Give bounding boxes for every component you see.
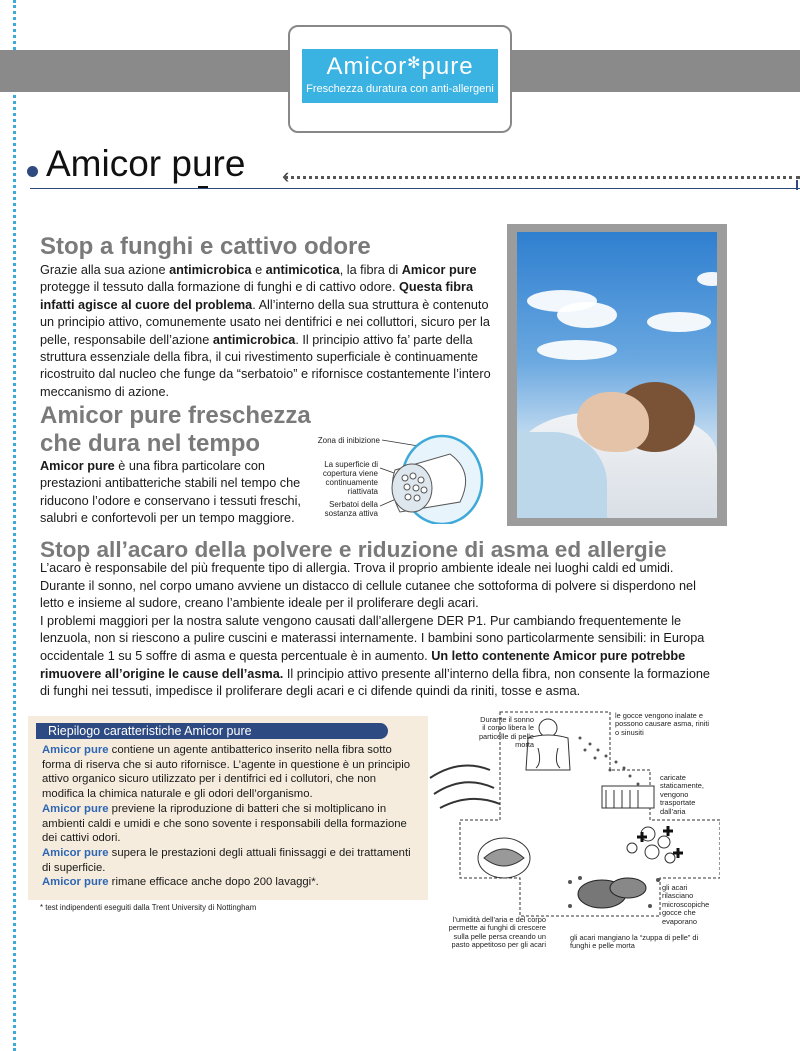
amicor-pure-logo: [302, 49, 498, 103]
text-run: supera le prestazioni degli attuali finissaggi e dei trattamenti: [108, 846, 411, 859]
fiber-diagram: [300, 432, 485, 524]
text-run: Grazie alla sua azione: [40, 263, 170, 277]
left-dotted-border: [13, 0, 16, 1051]
brand-run: Amicor pure: [42, 744, 109, 756]
summary-header: Riepilogo caratteristiche Amicor pure: [36, 723, 388, 739]
cloud: [537, 340, 617, 360]
cycle-label-humidity: l’umidità dell’aria e del corpo permette ai funghi di crescere sulla pelle persa creando un pasto appetitoso per gli acari: [448, 915, 546, 950]
text-line: lenzuola, non si riescono a pulire cuscini e materassi internamente. I bambini sono particolarmente sensibili: in Europa: [40, 631, 705, 646]
cycle-label-mites-drops: gli acari rilasciano microscopiche gocce che evaporano: [662, 883, 710, 926]
section-heading-funghi: Stop a funghi e cattivo odore: [40, 233, 371, 260]
text-line: forma di riserva che si auto rifornisce. L’agente in questione è un principio: [42, 758, 410, 771]
photo-image: [517, 232, 717, 518]
section-heading-freschezza: [40, 402, 340, 458]
cloud: [647, 312, 711, 332]
cloud: [697, 272, 717, 286]
text-run: occidentale 1 su 5 soffre di asma e questa percentuale è in aumento.: [40, 648, 432, 663]
bold-run: Amicor pure: [40, 459, 115, 473]
summary-body: [42, 743, 418, 890]
text-line: [42, 802, 418, 817]
text-run: protegge il tessuto dalla formazione di funghi e di cattivo odore.: [40, 280, 399, 295]
title-rule: [30, 188, 800, 189]
text-run: , la fibra di: [339, 263, 402, 277]
section-text-acaro: [40, 560, 760, 701]
cloud: [557, 302, 617, 328]
cycle-label-sleep: Durante il sonno il corpo libera le particelle di pelle morta: [478, 715, 534, 750]
text-run: è una fibra particolare con prestazioni antibatteriche stabili nel tempo che riducono l’odore e conservano i tessuti freschi, salubri e confortevoli per un tempo maggiore.: [40, 459, 301, 526]
arrow-left-icon: ‹: [282, 163, 290, 188]
cycle-label-drops: le gocce vengono inalate e possono causare asma, riniti o sinusiti: [615, 711, 710, 737]
section-text-freschezza: [40, 458, 310, 528]
text-line: dei cattivi odori.: [42, 832, 121, 845]
text-run: e: [251, 263, 266, 277]
text-line: Durante il sonno, nel corpo umano avviene un distacco di cellule cutanee che sottoforma di polvere si disperdono nel: [40, 578, 696, 593]
fiber-label-zone: Zona di inibizione: [317, 436, 380, 445]
page-title: Amicor pure: [46, 143, 246, 184]
heading-line: che dura nel tempo: [40, 430, 261, 457]
text-line: di superficie.: [42, 861, 106, 874]
bold-run: Questa fibra infatti agisce al cuore del problema: [40, 280, 474, 312]
heading-line: Amicor pure freschezza: [40, 402, 311, 429]
text-line: L’acaro è responsabile del più frequente tipo di allergia. Trova il proprio ambiente ideale nei luoghi caldi ed umidi.: [40, 561, 674, 575]
logo-name: [302, 53, 498, 81]
logo-name-main: Amicor: [326, 53, 408, 80]
text-line: ambienti caldi e umidi e che sono sovente i responsabili della formazione: [42, 817, 407, 830]
footnote: * test indipendenti eseguiti dalla Trent University di Nottingham: [40, 903, 257, 912]
bold-run: antimicrobica: [212, 332, 296, 347]
cycle-label-static: caricate staticamente, vengono trasportate dall’aria: [660, 773, 704, 816]
fiber-cross-section-icon: [300, 432, 485, 524]
text-run: Il principio attivo presente all’interno della fibra, non consente la formazione: [283, 666, 710, 681]
text-line: [40, 648, 760, 666]
fiber-label-tanks: Serbatoi della sostanza attiva: [324, 500, 378, 518]
text-run: . Il principio attivo fa’ parte della struttura essenziale della fibra, il cui rivestimento superficiale è continuamente ricostruito dal nucleo che funge da “serbatoio” e rifornisce costantemente l’intero meccanismo di azione.: [40, 332, 491, 399]
text-line: [42, 875, 418, 890]
bold-run: antimicrobica: [169, 263, 252, 277]
section-heading-acaro: Stop all’acaro della polvere e riduzione di asma ed allergie: [40, 537, 667, 562]
text-line: [42, 846, 418, 861]
bold-run: antimicotica: [265, 263, 340, 277]
brand-run: Amicor pure: [42, 802, 109, 815]
dust-mite-cycle-diagram: [420, 708, 720, 952]
title-rule-end: [796, 180, 798, 190]
cycle-label-eat: gli acari mangiano la “zuppa di pelle” di funghi e pelle morta: [570, 933, 699, 951]
text-line: di funghi nei tessuti, impedisce il proliferare degli acari e ci difende quindi da riniti, tosse e asma.: [40, 684, 581, 699]
text-run: previene la riproduzione di batteri che si moltiplicano in: [108, 802, 387, 815]
sleeping-woman-photo: [507, 224, 727, 526]
section-text-funghi: [40, 262, 495, 401]
bold-run: rimuovere all’origine le cause dell’asma.: [40, 666, 284, 681]
snowflake-icon: ✻: [407, 55, 422, 72]
brand-run: Amicor pure: [42, 846, 109, 859]
title-bullet-icon: [27, 166, 38, 177]
text-run: rimane efficace anche dopo 200 lavaggi*.: [108, 876, 319, 889]
bold-run: Amicor pure: [401, 263, 477, 277]
bold-run: Un letto contenente Amicor pure potrebbe: [431, 648, 686, 663]
logo-frame: [288, 25, 512, 133]
brand-run: Amicor pure: [42, 876, 109, 889]
text-run: contiene un agente antibatterico inserito nella fibra sotto: [108, 744, 392, 756]
text-line: attivo organico sicuro utilizzato per i dentifrici ed i collutori, che non: [42, 773, 377, 786]
text-line: [42, 743, 418, 758]
text-line: modifica la chimica naturale e gli odori dell’organismo.: [42, 788, 313, 801]
text-line: I problemi maggiori per la nostra salute vengono causati dall’allergene DER P1. Pur cambiando frequentemente le: [40, 613, 682, 628]
logo-tagline: Freschezza duratura con anti-allergeni: [306, 83, 494, 95]
summary-box: [28, 716, 428, 900]
fiber-label-surface: La superficie di copertura viene continuamente riattivata: [322, 460, 378, 496]
text-line: [40, 666, 760, 684]
logo-name-suffix: pure: [421, 53, 474, 80]
face: [577, 392, 649, 452]
text-line: letto e insieme al sudore, creano l’ambiente ideale per il proliferare degli acari.: [40, 596, 479, 611]
text-run: . All’interno della sua struttura è contenuto un principio attivo, comunemente usato nei dentifrici e nei colluttori, sicuro per la pelle, responsabile dell’azione: [40, 297, 490, 347]
dotted-arrow-line: [284, 176, 800, 179]
